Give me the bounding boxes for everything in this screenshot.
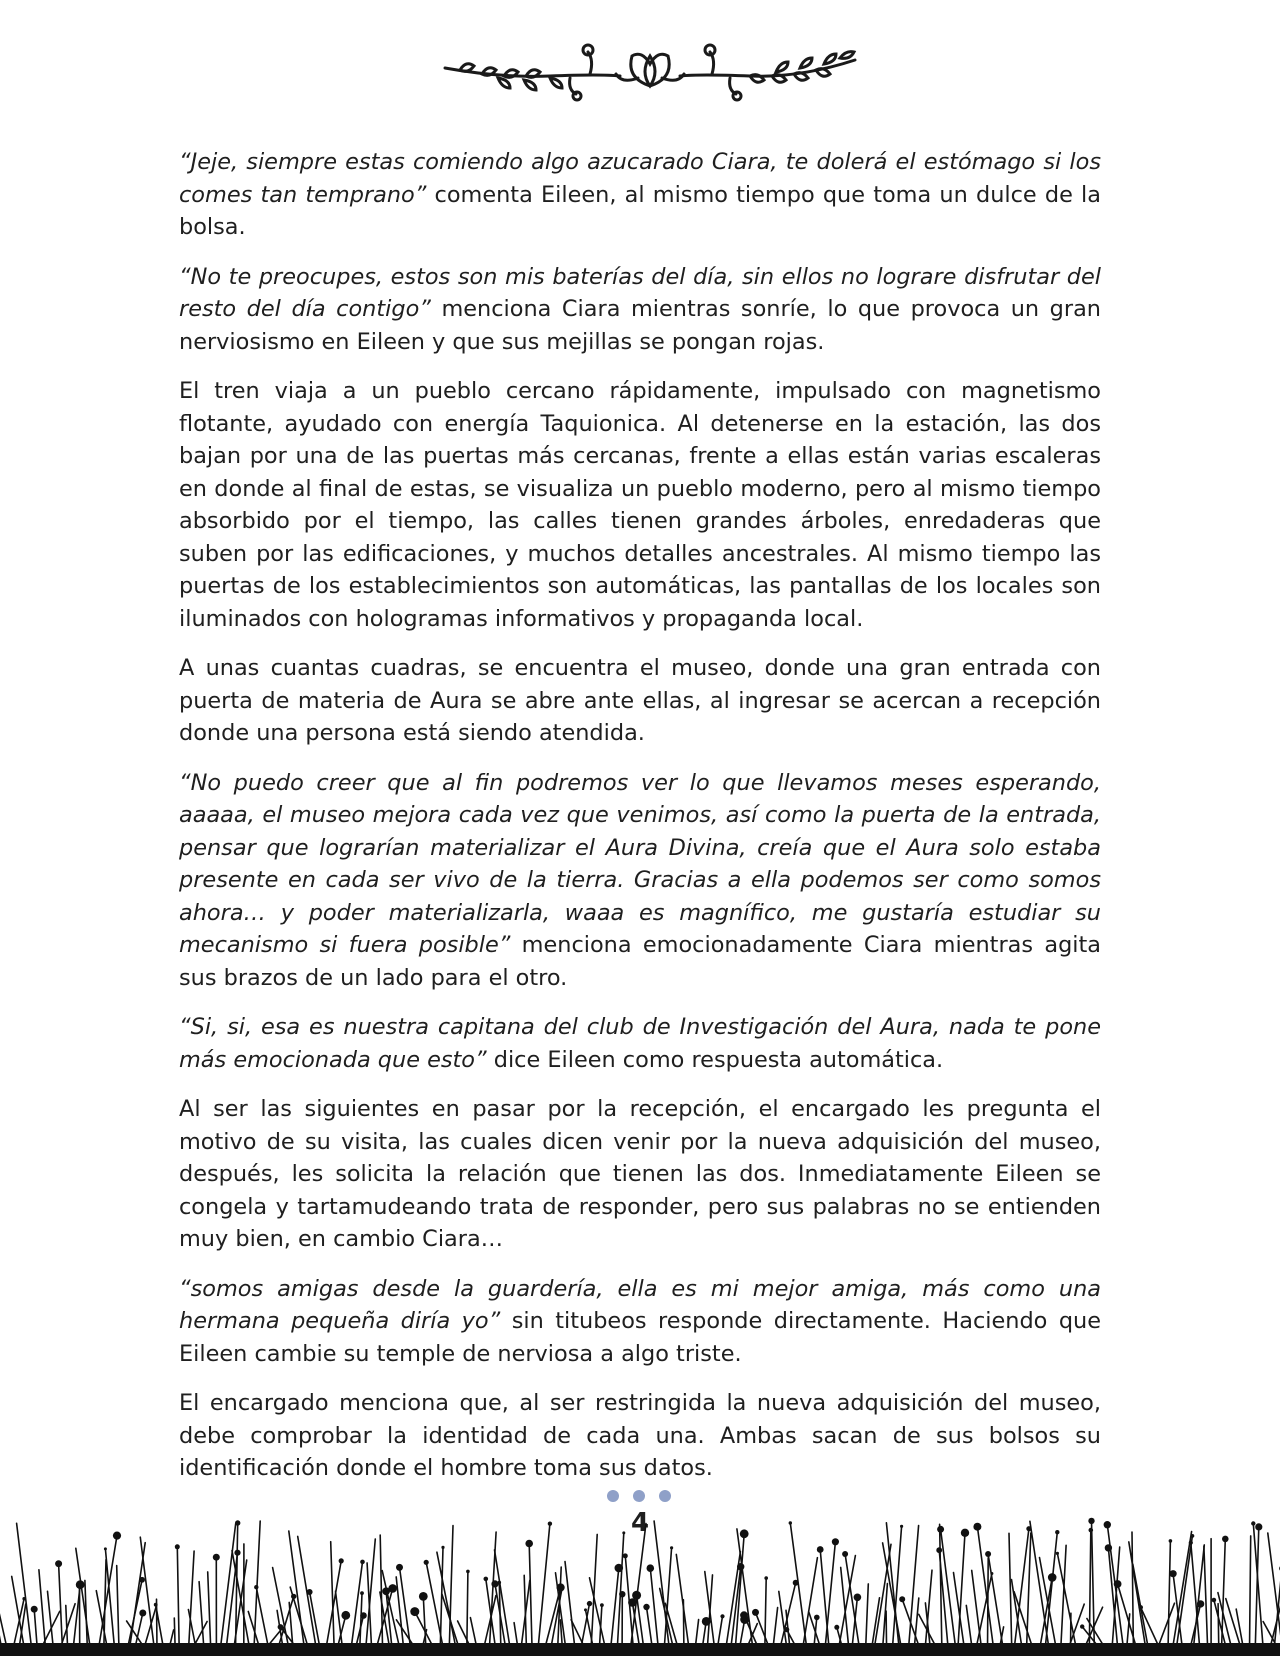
- narration: El tren viaja a un pueblo cercano rápidamente, impulsado con magnetismo flotante, ayudado con energía Taquionica. Al detenerse en la estación, las dos bajan por una de las puertas más cercanas, frente a ellas están varias escaleras en donde al final de estas, se visualiza un pueblo moderno, pero al mismo tiempo absorbido por el tiempo, las calles tienen grandes árboles, enredaderas que suben por las edificaciones, y muchos detalles ancestrales. Al mismo tiempo las puertas de los establecimientos son automáticas, las pantallas de los locales son iluminados con hologramas informativos y propaganda local.: [179, 378, 1101, 632]
- paragraph-9: [179, 1387, 1101, 1485]
- dialogue-quote: “No te preocupes, estos son mis baterías del día, sin ellos no lograre disfrutar del resto del día contigo”: [179, 263, 1101, 322]
- narration: A unas cuantas cuadras, se encuentra el museo, donde una gran entrada con puerta de materia de Aura se abre ante ellas, al ingresar se acercan a recepción donde una persona está siendo atendida.: [179, 655, 1101, 746]
- narration: El encargado menciona que, al ser restringida la nueva adquisición del museo, debe comprobar la identidad de cada una. Ambas sacan de sus bolsos su identificación donde el hombre toma sus datos.: [179, 1390, 1101, 1481]
- page-number: 4: [630, 1508, 650, 1538]
- floral-vine-ornament: [440, 38, 860, 108]
- dialogue-quote: “Jeje, siempre estas comiendo algo azucarado Ciara, te dolerá el estómago si los comes tan temprano”: [179, 149, 1101, 208]
- dot-icon: [633, 1490, 645, 1502]
- page-dots-divider: [603, 1490, 678, 1504]
- paragraph-2: [179, 261, 1101, 359]
- narration: menciona emocionadamente Ciara mientras agita sus brazos de un lado para el otro.: [179, 932, 1101, 991]
- dialogue-quote: “Si, si, esa es nuestra capitana del club de Investigación del Aura, nada te pone más emocionada que esto”: [179, 1014, 1101, 1073]
- paragraph-6: [179, 1011, 1101, 1076]
- wildflower-meadow-silhouette: [0, 1505, 1280, 1656]
- story-text: [179, 146, 1101, 1502]
- narration: sin titubeos responde directamente. Haciendo que Eileen cambie su temple de nerviosa a algo triste.: [179, 1308, 1101, 1367]
- dialogue-quote: “somos amigas desde la guardería, ella es mi mejor amiga, más como una hermana pequeña diría yo”: [179, 1275, 1101, 1334]
- dialogue-quote: “No puedo creer que al fin podremos ver lo que llevamos meses esperando, aaaaa, el museo mejora cada vez que venimos, así como la puerta de la entrada, pensar que lograrían materializar el Aura Divina, creía que el Aura solo estaba presente en cada ser vivo de la tierra. Gracias a ella podemos ser como somos ahora… y poder materializarla, waaa es magnífico, me gustaría estudiar su mecanismo si fuera posible”: [179, 769, 1101, 958]
- dot-icon: [607, 1490, 619, 1502]
- paragraph-4: [179, 652, 1101, 750]
- narration: menciona Ciara mientras sonríe, lo que provoca un gran nerviosismo en Eileen y que sus mejillas se pongan rojas.: [179, 296, 1102, 355]
- paragraph-1: [179, 146, 1101, 244]
- dot-icon: [659, 1490, 671, 1502]
- narration: Al ser las siguientes en pasar por la recepción, el encargado les pregunta el motivo de su visita, las cuales dicen venir por la nueva adquisición del museo, después, les solicita la relación que tienen las dos. Inmediatamente Eileen se congela y tartamudeando trata de responder, pero sus palabras no se entienden muy bien, en cambio Ciara…: [179, 1096, 1101, 1252]
- narration: comenta Eileen, al mismo tiempo que toma un dulce de la bolsa.: [179, 181, 1101, 240]
- paragraph-7: [179, 1093, 1101, 1256]
- paragraph-3: [179, 375, 1101, 635]
- narration: dice Eileen como respuesta automática.: [486, 1046, 944, 1073]
- paragraph-5: [179, 767, 1101, 995]
- paragraph-8: [179, 1273, 1101, 1371]
